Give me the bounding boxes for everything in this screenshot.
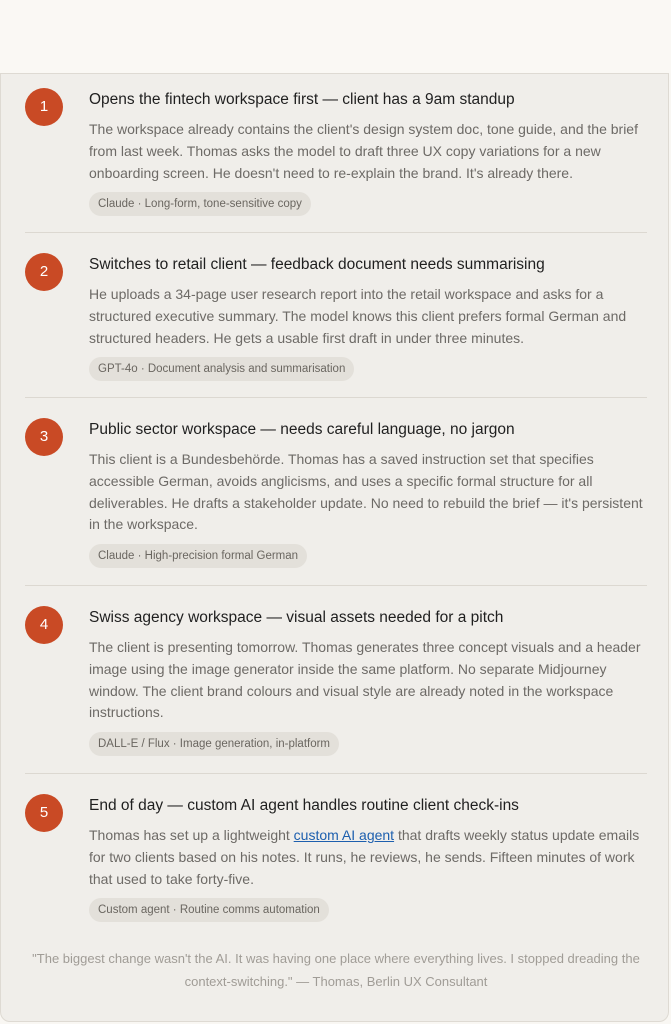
model-tag: Claude · High-precision formal German <box>89 544 307 568</box>
step-title: Public sector workspace — needs careful language, no jargon <box>89 421 515 438</box>
step-description: The client is presenting tomorrow. Thomas generates three concept visuals and a header image using the image generator inside the same platform. No separate Midjourney window. The client brand colours and visual style are already noted in the workspace instructions. <box>89 639 641 721</box>
page-header-area <box>0 0 671 73</box>
step-description: The workspace already contains the client's design system doc, tone guide, and the brief from last week. Thomas asks the model to draft three UX copy variations for a new onboarding screen. He doesn't need to re-explain the brand. It's already there. <box>89 121 638 181</box>
description-text: Thomas has set up a lightweight <box>89 827 294 843</box>
step-title: End of day — custom AI agent handles routine client check-ins <box>89 797 519 814</box>
testimonial-quote: "The biggest change wasn't the AI. It was having one place where everything lives. I stopped dreading the context-switching." — Thomas, Berlin UX Consultant <box>32 951 640 989</box>
step-title: Opens the fintech workspace first — client has a 9am standup <box>89 91 515 108</box>
description-text: that drafts weekly status update emails for two clients based on his notes. It runs, he reviews, he sends. Fifteen minutes of work that used to take forty-five. <box>89 827 640 887</box>
step-content <box>89 606 649 756</box>
step-divider <box>25 397 647 398</box>
step-number-badge: 5 <box>25 794 63 832</box>
step-number-badge: 3 <box>25 418 63 456</box>
step-divider <box>25 773 647 774</box>
step-title: Switches to retail client — feedback document needs summarising <box>89 256 545 273</box>
model-tag: Claude · Long-form, tone-sensitive copy <box>89 192 311 216</box>
step-content <box>89 88 649 216</box>
step-number-badge: 1 <box>25 88 63 126</box>
step-content <box>89 794 649 922</box>
step-title: Swiss agency workspace — visual assets needed for a pitch <box>89 609 504 626</box>
step-divider <box>25 232 647 233</box>
step-description: He uploads a 34-page user research report into the retail workspace and asks for a structured executive summary. The model knows this client prefers formal German and structured headers. He gets a usable first draft in under three minutes. <box>89 286 627 346</box>
step-number-badge: 4 <box>25 606 63 644</box>
step-content <box>89 253 649 381</box>
step-description <box>89 825 649 890</box>
step-content <box>89 418 649 568</box>
model-tag: DALL-E / Flux · Image generation, in-platform <box>89 732 339 756</box>
custom-ai-agent-link[interactable]: custom AI agent <box>293 827 395 843</box>
step-description: This client is a Bundesbehörde. Thomas has a saved instruction set that specifies accessible German, avoids anglicisms, and uses a specific formal structure for all deliverables. He drafts a stakeholder update. No need to rebuild the brief — it's persistent in the workspace. <box>89 451 643 533</box>
model-tag: GPT-4o · Document analysis and summarisation <box>89 357 354 381</box>
workday-timeline-card <box>0 73 669 1022</box>
step-divider <box>25 585 647 586</box>
step-number-badge: 2 <box>25 253 63 291</box>
model-tag: Custom agent · Routine comms automation <box>89 898 329 922</box>
